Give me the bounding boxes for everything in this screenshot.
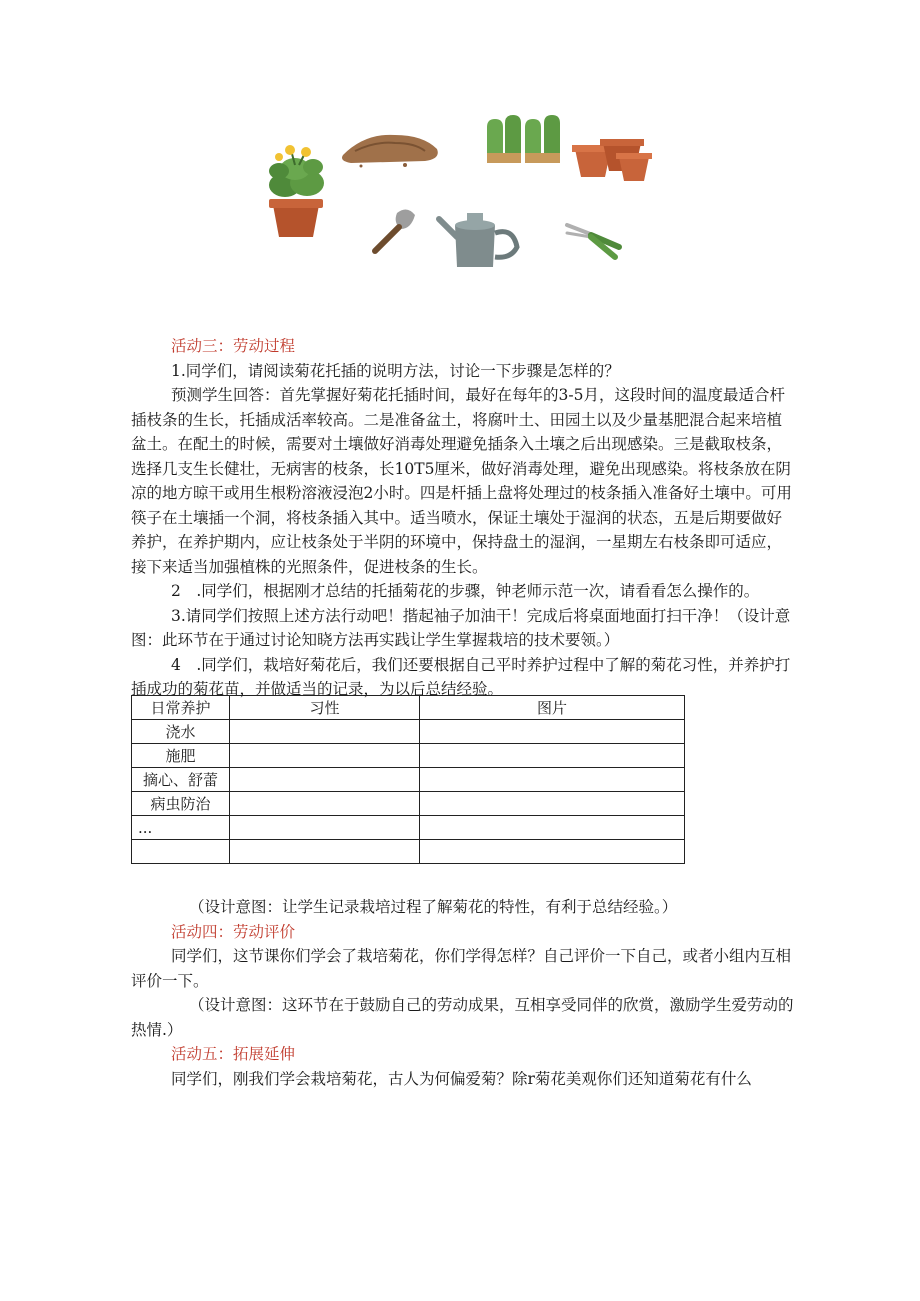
table-cell	[420, 744, 685, 768]
table-header-row	[132, 696, 685, 720]
table-cell	[420, 840, 685, 864]
activity3-heading: 活动三：劳动过程	[171, 337, 296, 355]
activity3-demo: 2 .同学们，根据刚才总结的托插菊花的步骤，钟老师示范一次，请看看怎么操作的。	[171, 582, 760, 600]
watering-can-image	[439, 213, 517, 267]
table-cell: ...	[132, 816, 230, 840]
table-header-cell: 习性	[230, 696, 420, 720]
pruning-shears-image	[567, 225, 619, 257]
closing-section	[131, 895, 795, 1091]
activity5-paragraph: 同学们，刚我们学会栽培菊花，古人为何偏爱菊？除r菊花美观你们还知道菊花有什么	[171, 1069, 752, 1088]
flower-pots-image	[572, 139, 652, 181]
table-cell	[420, 768, 685, 792]
activity3-section	[131, 334, 795, 702]
table-cell	[230, 744, 420, 768]
table-cell: 摘心、舒蕾	[132, 768, 230, 792]
table-cell: 病虫防治	[132, 792, 230, 816]
activity5-heading: 活动五：拓展延伸	[171, 1045, 296, 1063]
potted-flower-image	[269, 145, 324, 237]
table-cell	[230, 816, 420, 840]
table-cell	[230, 720, 420, 744]
table-cell	[230, 768, 420, 792]
care-record-table	[131, 695, 685, 864]
table-row	[132, 744, 685, 768]
table-header-cell: 图片	[420, 696, 685, 720]
table-row	[132, 840, 685, 864]
table-row	[132, 792, 685, 816]
soil-pile-image	[342, 135, 438, 168]
gardening-tools-illustration	[255, 105, 655, 285]
table-row	[132, 768, 685, 792]
activity3-question: 1.同学们，请阅读菊花托插的说明方法，讨论一下步骤是怎样的？	[171, 361, 620, 380]
table-cell	[230, 840, 420, 864]
design-note: （设计意图：让学生记录栽培过程了解菊花的特性，有利于总结经验。）	[189, 898, 678, 916]
table-cell: 施肥	[132, 744, 230, 768]
table-row	[132, 816, 685, 840]
table-header-cell: 日常养护	[132, 696, 230, 720]
activity3-record: 4 .同学们，栽培好菊花后，我们还要根据自己平时养护过程中了解的菊花习性，并养护打插成功的菊花苗，并做适当的记录，为以后总结经验。	[131, 655, 791, 698]
table-cell	[230, 792, 420, 816]
activity4-paragraph: 同学们，这节课你们学会了栽培菊花，你们学得怎样？自己评价一下自己，或者小组内互相评价一下。	[131, 947, 792, 990]
table-row	[132, 720, 685, 744]
table-cell	[420, 816, 685, 840]
table-cell	[420, 720, 685, 744]
table-cell	[420, 792, 685, 816]
activity3-action: 3.请同学们按照上述方法行动吧！揩起袖子加油干！完成后将桌面地面打扫干净！（设计意图：此环节在于通过讨论知晓方法再实践让学生掌握栽培的技术要领。）	[131, 606, 791, 649]
trowel-image	[375, 209, 415, 251]
activity3-answer: 预测学生回答：首先掌握好菊花托插时间，最好在每年的3-5月，这段时间的温度最适合杆插枝条的生长，托插成活率较高。二是准备盆土，将腐叶土、田园土以及少量基肥混合起来培植盆土。在配土的时候，需要对土壤做好消毒处理避免插条入土壤之后出现感染。三是截取枝条，选择几支生长健壮，无病害的枝条，长10T5厘米，做好消毒处理，避免出现感染。将枝条放在阴凉的地方晾干或用生根粉溶液浸泡2小时。四是杆插上盘将处理过的枝条插入准备好土壤中。可用筷子在土壤插一个洞，将枝条插入其中。适当喷水，保证土壤处于湿润的状态，五是后期要做好养护，在养护期内，应让枝条处于半阴的环境中，保持盘土的湿润，一星期左右枝条即可适应，接下来适当加强植株的光照条件，促进枝条的生长。	[131, 386, 792, 576]
activity4-design-note: （设计意图：这环节在于鼓励自己的劳动成果，互相享受同伴的欣赏，激励学生爱劳动的热情.）	[131, 996, 794, 1039]
gloves-image	[487, 115, 560, 163]
table-cell	[132, 840, 230, 864]
table-cell: 浇水	[132, 720, 230, 744]
activity4-heading: 活动四：劳动评价	[171, 922, 296, 941]
